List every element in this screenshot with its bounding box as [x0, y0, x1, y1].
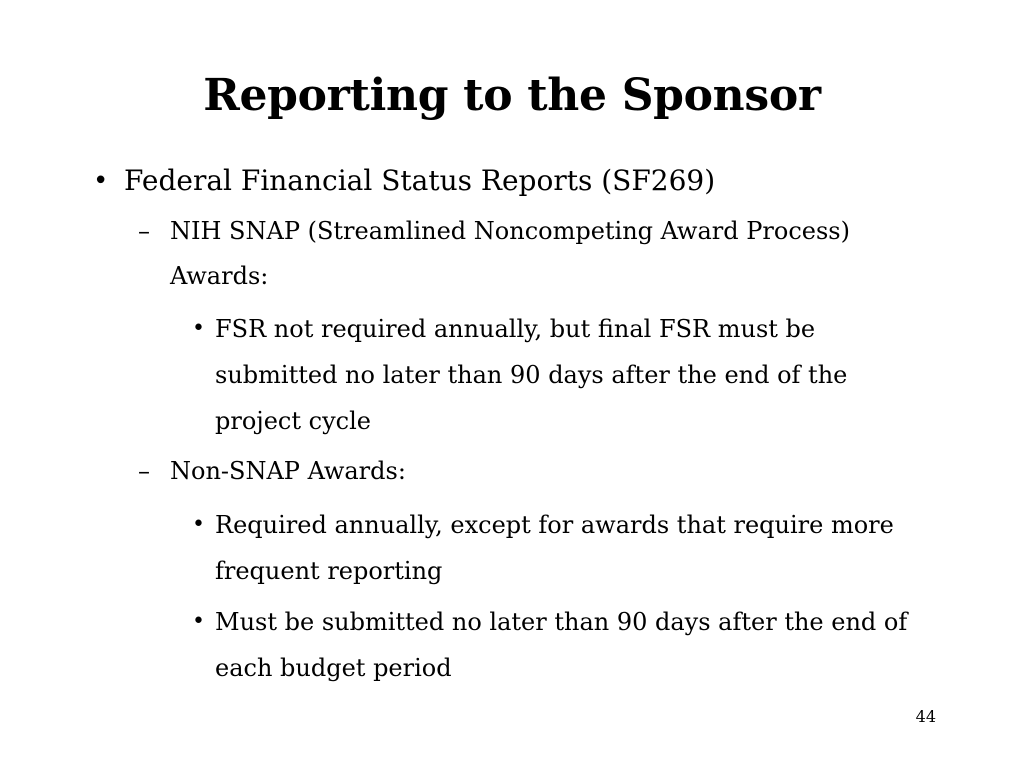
- bullet-marker: •: [192, 609, 205, 634]
- bullet-text: Required annually, except for awards that require more frequent reporting: [215, 511, 894, 585]
- slide-title: Reporting to the Sponsor: [203, 70, 821, 121]
- bullet-text: NIH SNAP (Streamlined Noncompeting Award Process) Awards:: [170, 217, 850, 290]
- bullet-level-2-nih-snap-awards: [0, 209, 1024, 299]
- bullet-text: FSR not required annually, but final FSR must be submitted no later than 90 days after the end of the project cycle: [215, 315, 848, 435]
- bullet-text: Non-SNAP Awards:: [170, 457, 406, 485]
- dash-marker: –: [138, 217, 150, 245]
- dash-marker: –: [138, 457, 150, 485]
- bullet-level-3-must-be-submitted: [0, 599, 1024, 691]
- bullet-marker: •: [192, 512, 205, 537]
- bullet-level-3-fsr-not-required: [0, 306, 1024, 444]
- page-number: 44: [915, 707, 936, 726]
- bullet-marker: •: [192, 316, 205, 341]
- bullet-level-3-required-annually: [0, 502, 1024, 594]
- bullet-level-2-non-snap-awards: [0, 449, 1024, 494]
- bullet-text: Must be submitted no later than 90 days after the end of each budget period: [215, 608, 908, 682]
- bullet-text: Federal Financial Status Reports (SF269): [124, 164, 716, 197]
- bullet-marker: •: [93, 166, 109, 196]
